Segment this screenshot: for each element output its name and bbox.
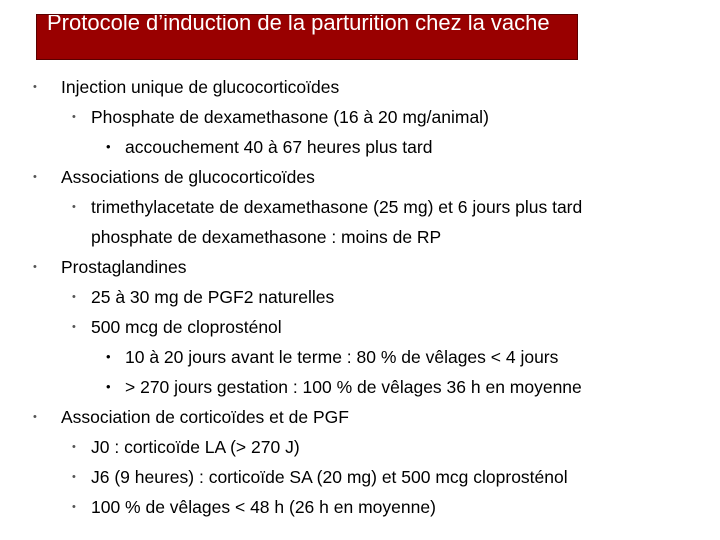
bullet-line-level-1: [33, 406, 349, 428]
bullet-text: 10 à 20 jours avant le terme : 80 % de vêlages < 4 jours: [125, 347, 559, 367]
bullet-icon: •: [33, 411, 37, 423]
bullet-icon: •: [72, 501, 76, 513]
bullet-line-level-2: [72, 106, 489, 128]
bullet-icon: •: [33, 261, 37, 273]
bullet-icon: •: [72, 291, 76, 303]
bullet-line-level-2: [72, 286, 335, 308]
bullet-line-level-3: [106, 376, 582, 398]
bullet-line-level-2: [72, 496, 436, 518]
bullet-text: accouchement 40 à 67 heures plus tard: [125, 137, 433, 157]
bullet-icon: •: [72, 471, 76, 483]
bullet-text: phosphate de dexamethasone : moins de RP: [91, 227, 442, 247]
bullet-line-level-1: [33, 76, 340, 98]
bullet-icon: •: [106, 379, 111, 394]
bullet-text: J6 (9 heures) : corticoïde SA (20 mg) et 500 mcg cloprosténol: [91, 467, 568, 487]
bullet-text: > 270 jours gestation : 100 % de vêlages 36 h en moyenne: [125, 377, 582, 397]
bullet-line-level-1: [33, 166, 315, 188]
bullet-line-level-2: [72, 196, 583, 218]
bullet-text: Associations de glucocorticoïdes: [61, 167, 315, 187]
bullet-line-level-3: [106, 136, 433, 158]
bullet-text: 25 à 30 mg de PGF2 naturelles: [91, 287, 335, 307]
bullet-text: Injection unique de glucocorticoïdes: [61, 77, 340, 97]
bullet-text: Prostaglandines: [61, 257, 187, 277]
title-banner: [36, 14, 578, 60]
bullet-icon: •: [33, 81, 37, 93]
bullet-icon: •: [106, 139, 111, 154]
bullet-icon: •: [72, 111, 76, 123]
bullet-text: 100 % de vêlages < 48 h (26 h en moyenne): [91, 497, 436, 517]
bullet-text: J0 : corticoïde LA (> 270 J): [91, 437, 300, 457]
bullet-text: trimethylacetate de dexamethasone (25 mg) et 6 jours plus tard: [91, 197, 583, 217]
bullet-text: Association de corticoïdes et de PGF: [61, 407, 349, 427]
slide-title: Protocole d’induction de la parturition chez la vache: [47, 14, 550, 35]
bullet-line-level-3: [106, 346, 559, 368]
bullet-line-level-2: [72, 466, 568, 488]
bullet-text: Phosphate de dexamethasone (16 à 20 mg/animal): [91, 107, 489, 127]
bullet-line-level-1: [33, 256, 187, 278]
bullet-line-level-2: [72, 316, 282, 338]
bullet-icon: •: [106, 349, 111, 364]
bullet-text: 500 mcg de cloprosténol: [91, 317, 282, 337]
bullet-icon: •: [72, 321, 76, 333]
bullet-icon: •: [72, 201, 76, 213]
bullet-line-level-0: [91, 226, 441, 248]
bullet-line-level-2: [72, 436, 300, 458]
bullet-icon: •: [72, 441, 76, 453]
bullet-icon: •: [33, 171, 37, 183]
